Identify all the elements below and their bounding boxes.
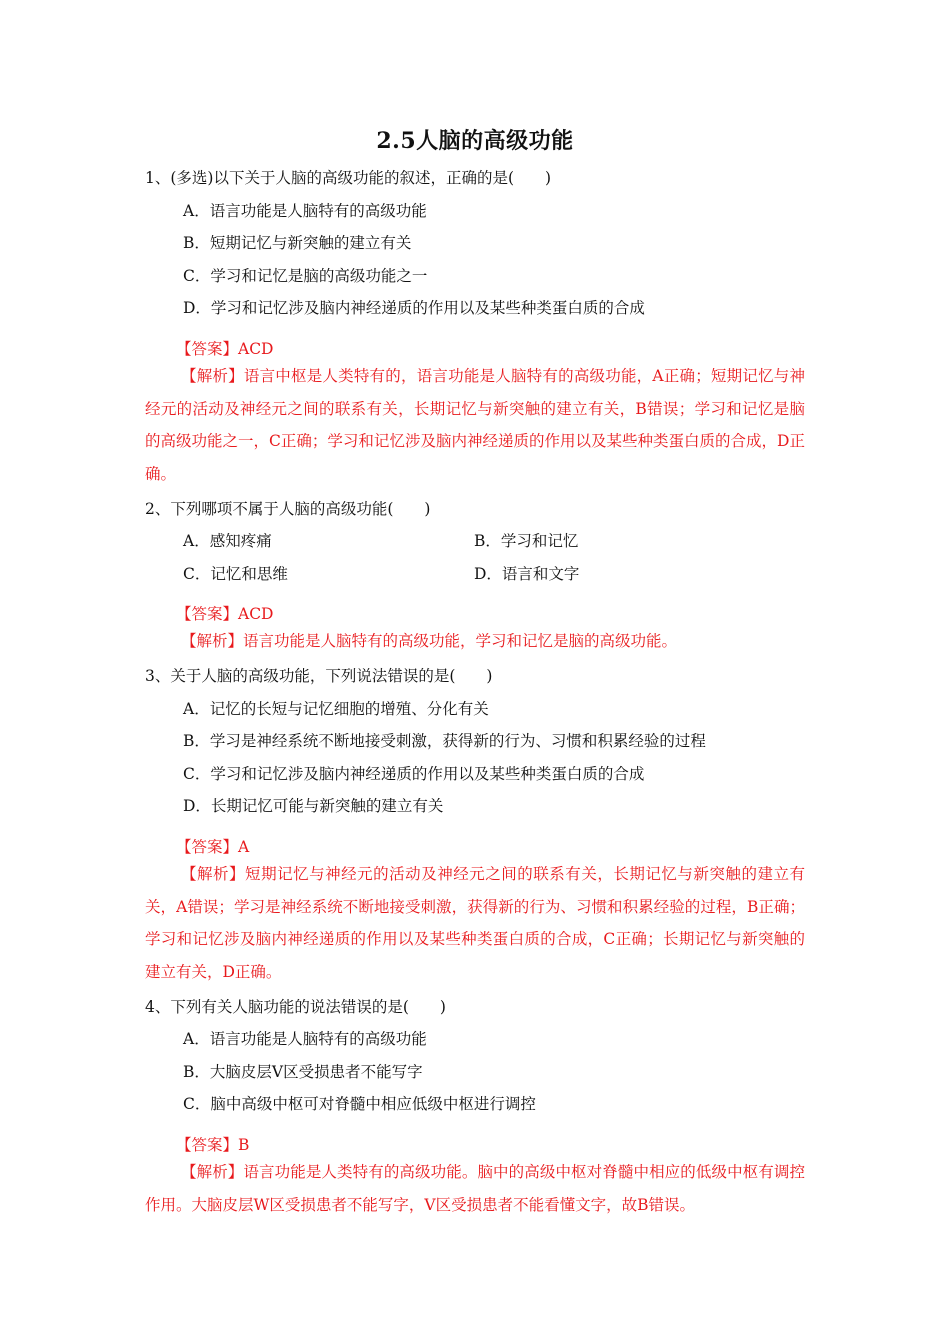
question-1-option-a: A．语言功能是人脑特有的高级功能	[183, 202, 427, 220]
question-2-answer: 【答案】ACD	[176, 605, 274, 623]
question-1-option-b: B．短期记忆与新突触的建立有关	[183, 234, 412, 252]
question-4-option-a: A．语言功能是人脑特有的高级功能	[183, 1030, 427, 1048]
question-3-option-d: D．长期记忆可能与新突触的建立有关	[183, 797, 444, 815]
question-3-stem: 3、关于人脑的高级功能，下列说法错误的是( )	[145, 667, 493, 685]
question-1-option-d: D．学习和记忆涉及脑内神经递质的作用以及某些种类蛋白质的合成	[183, 299, 645, 317]
question-3-option-b: B．学习是神经系统不断地接受刺激，获得新的行为、习惯和积累经验的过程	[183, 732, 706, 750]
question-2-analysis: 【解析】语言功能是人脑特有的高级功能，学习和记忆是脑的高级功能。	[181, 632, 678, 650]
question-3-option-a: A．记忆的长短与记忆细胞的增殖、分化有关	[183, 700, 489, 718]
question-1-option-c: C．学习和记忆是脑的高级功能之一	[183, 267, 428, 285]
question-4-stem: 4、下列有关人脑功能的说法错误的是( )	[145, 998, 446, 1016]
question-4-option-b: B．大脑皮层V区受损患者不能写字	[183, 1063, 423, 1081]
page-title: 2.5人脑的高级功能	[376, 128, 574, 154]
question-2-option-c: C．记忆和思维	[183, 565, 288, 583]
question-2-option-a: A．感知疼痛	[183, 532, 272, 550]
question-1-stem: 1、(多选)以下关于人脑的高级功能的叙述，正确的是( )	[145, 169, 552, 187]
question-4-analysis: 【解析】语言功能是人类特有的高级功能。脑中的高级中枢对脊髓中相应的低级中枢有调控作用。大脑皮层W区受损患者不能写字，V区受损患者不能看懂文字，故B错误。	[145, 1163, 805, 1214]
question-1-analysis: 【解析】语言中枢是人类特有的，语言功能是人脑特有的高级功能，A正确；短期记忆与神经元的活动及神经元之间的联系有关，长期记忆与新突触的建立有关，B错误；学习和记忆是脑的高级功能之一，C正确；学习和记忆涉及脑内神经递质的作用以及某些种类蛋白质的合成，D正确。	[145, 367, 805, 483]
question-3-answer: 【答案】A	[176, 838, 250, 856]
question-4-answer: 【答案】B	[176, 1136, 250, 1154]
question-2-stem: 2、下列哪项不属于人脑的高级功能( )	[145, 500, 431, 518]
question-1-answer: 【答案】ACD	[176, 340, 274, 358]
question-4-option-c: C．脑中高级中枢可对脊髓中相应低级中枢进行调控	[183, 1095, 536, 1113]
question-2-option-b: B．学习和记忆	[474, 532, 579, 550]
question-2-option-d: D．语言和文字	[474, 565, 580, 583]
question-3-analysis: 【解析】短期记忆与神经元的活动及神经元之间的联系有关，长期记忆与新突触的建立有关，A错误；学习是神经系统不断地接受刺激，获得新的行为、习惯和积累经验的过程，B正确；学习和记忆涉及脑内神经递质的作用以及某些种类蛋白质的合成，C正确；长期记忆与新突触的建立有关，D正确。	[145, 865, 805, 981]
question-3-option-c: C．学习和记忆涉及脑内神经递质的作用以及某些种类蛋白质的合成	[183, 765, 645, 783]
